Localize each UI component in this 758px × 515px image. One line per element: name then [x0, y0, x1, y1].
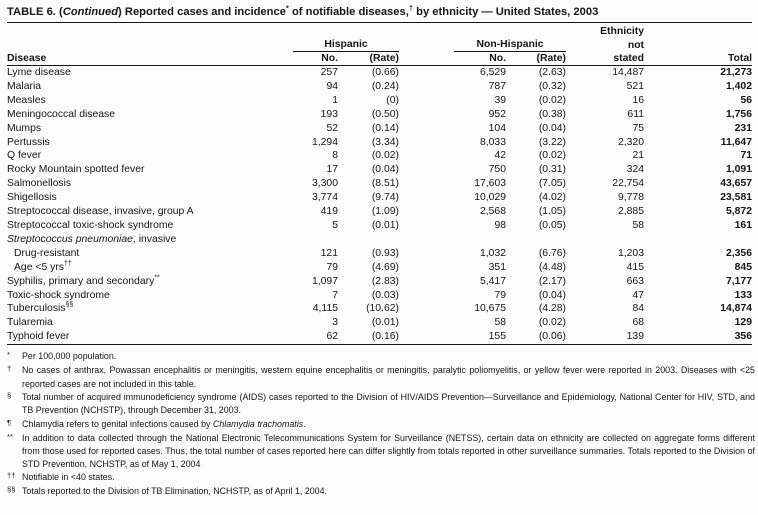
- value-cell: [399, 233, 506, 247]
- value-cell: 1,097: [311, 275, 338, 287]
- footnote-text: In addition to data collected through the National Electronic Telecommunications System for Surveillance (NETSS), certain data on ethnicity are collected on aggregate forms different from those used for reported cases. Thus, the total number of cases reported here can differ slightly from totals reported in other surveillance summaries. Totals reported to the Division of STD Prevention, NCHSTP, as of May 1, 2004: [22, 432, 755, 469]
- disease-name: Drug-resistant: [14, 247, 80, 259]
- value-cell: 79: [326, 261, 338, 273]
- table-row: [7, 149, 752, 163]
- total-value: 129: [734, 317, 752, 329]
- disease-name: Rocky Mountain spotted fever: [7, 164, 145, 176]
- total-value: 21,273: [720, 67, 752, 78]
- disease-name: Typhoid fever: [7, 330, 293, 344]
- value-cell: (1.05): [538, 206, 566, 218]
- footnotes-section: [7, 350, 755, 498]
- total-value: [644, 233, 752, 247]
- value-cell: 3,300: [311, 178, 338, 190]
- total-value: 11,647: [720, 136, 752, 148]
- table-row: [7, 136, 752, 150]
- value-cell: 2,568: [479, 206, 506, 218]
- value-cell: (0.03): [371, 289, 399, 301]
- table-row: [7, 302, 752, 316]
- footnote-text: Totals reported to the Division of TB Elimination, NCHSTP, as of April 1, 2004.: [22, 486, 328, 497]
- disease-name: Measles: [7, 94, 46, 106]
- table-row: [7, 191, 752, 205]
- disease-name: Pertussis: [7, 136, 50, 148]
- table-row: [7, 205, 752, 219]
- total-value: 56: [740, 94, 752, 106]
- value-cell: 58: [632, 219, 644, 231]
- disease-name: Mumps: [7, 122, 42, 134]
- value-cell: [293, 233, 338, 247]
- value-cell: (3.22): [538, 136, 566, 148]
- table-row: [7, 108, 752, 122]
- total-value: 161: [734, 219, 752, 231]
- table-row: [7, 330, 752, 344]
- value-cell: (0.24): [371, 80, 399, 92]
- value-cell: (2.17): [538, 275, 566, 287]
- value-cell: (4.28): [538, 303, 566, 315]
- value-cell: 58: [494, 317, 506, 329]
- total-value: 14,874: [720, 303, 752, 315]
- value-cell: 98: [494, 219, 506, 231]
- value-cell: 1,203: [617, 247, 644, 259]
- total-value: 71: [740, 150, 752, 162]
- value-cell: (0.01): [371, 219, 399, 231]
- title-footnote-marker-asterisk: *: [285, 3, 289, 13]
- footnote-text: Chlamydia refers to genital infections caused by: [22, 418, 213, 429]
- value-cell: (0.04): [538, 289, 566, 301]
- column-header-hispanic-rate: (Rate): [338, 52, 399, 66]
- total-value: 1,091: [725, 164, 752, 176]
- footnote: [7, 485, 755, 498]
- header-spacer: [293, 25, 399, 38]
- value-cell: 5: [332, 219, 338, 231]
- value-cell: (4.48): [538, 261, 566, 273]
- title-text: TABLE 6. (: [7, 6, 63, 18]
- header-row-1: [7, 25, 752, 38]
- title-text: by ethnicity — United States, 2003: [413, 6, 599, 18]
- column-group-hispanic-label: Hispanic: [293, 38, 399, 52]
- table-row: [7, 233, 752, 247]
- value-cell: 17,603: [474, 178, 506, 190]
- table-title: [7, 5, 752, 23]
- table-row: [7, 94, 752, 108]
- footnote-text: Chlamydia trachomatis: [212, 418, 304, 429]
- disease-name: Meningococcal disease: [7, 108, 116, 120]
- footnote-symbol: *: [7, 350, 10, 360]
- value-cell: 2,885: [617, 206, 644, 218]
- table-row: [7, 163, 752, 177]
- value-cell: (4.02): [538, 192, 566, 204]
- value-cell: 121: [320, 247, 338, 259]
- value-cell: 611: [627, 108, 644, 120]
- disease-name: Streptococcal toxic-shock syndrome: [7, 219, 174, 231]
- footnote: [7, 432, 755, 470]
- table-row: [7, 261, 752, 275]
- value-cell: 193: [320, 108, 338, 120]
- table-row: [7, 275, 752, 289]
- value-cell: (0.14): [371, 122, 399, 134]
- footnote-text: Notifiable in <40 states.: [22, 471, 115, 482]
- value-cell: 415: [626, 261, 644, 273]
- value-cell: 94: [326, 80, 338, 92]
- value-cell: 39: [494, 94, 506, 106]
- value-cell: (2.83): [371, 275, 399, 287]
- total-value: 356: [644, 330, 752, 344]
- table-row: [7, 316, 752, 330]
- value-cell: 3,774: [311, 192, 338, 204]
- title-footnote-marker-dagger: †: [408, 3, 414, 13]
- column-header-ethnicity-line1: Ethnicity: [600, 26, 644, 37]
- total-value: 1,756: [725, 108, 752, 120]
- column-header-non-hispanic-no: No.: [399, 52, 506, 66]
- value-cell: 952: [488, 108, 506, 120]
- value-cell: 47: [632, 289, 644, 301]
- value-cell: 521: [626, 80, 644, 92]
- value-cell: 14,487: [612, 67, 644, 78]
- footnote-symbol: **: [7, 431, 13, 441]
- notifiable-diseases-table: [7, 25, 752, 345]
- value-cell: (0.02): [538, 317, 566, 329]
- title-text: of notifiable diseases,: [288, 6, 409, 18]
- value-cell: (4.69): [371, 261, 399, 273]
- value-cell: 17: [326, 164, 338, 176]
- column-header-ethnicity-line3: stated: [566, 52, 644, 66]
- value-cell: 6,529: [479, 67, 506, 78]
- disease-name: Streptococcus pneumoniae, invasive: [7, 233, 177, 245]
- total-value: 23,581: [720, 192, 752, 204]
- footnote: [7, 418, 755, 431]
- footnote-text: .: [303, 418, 306, 429]
- footnote: [7, 391, 755, 417]
- title-continued: Continued: [62, 6, 119, 18]
- value-cell: 68: [632, 317, 644, 329]
- disease-name: Tuberculosis§§: [7, 301, 74, 315]
- value-cell: 155: [399, 330, 506, 344]
- value-cell: 75: [632, 122, 644, 134]
- value-cell: 663: [626, 275, 644, 287]
- value-cell: 52: [326, 122, 338, 134]
- total-value: 231: [734, 122, 752, 134]
- table-row: [7, 247, 752, 261]
- value-cell: 1,032: [479, 247, 506, 259]
- value-cell: (0.01): [371, 317, 399, 329]
- footnote: [7, 471, 755, 484]
- value-cell: (0.02): [371, 150, 399, 162]
- table-row: [7, 219, 752, 233]
- value-cell: [506, 233, 566, 247]
- value-cell: 750: [488, 164, 506, 176]
- value-cell: 257: [320, 67, 338, 78]
- column-header-disease: Disease: [7, 25, 293, 66]
- value-cell: (0.66): [371, 67, 399, 78]
- value-cell: 419: [320, 206, 338, 218]
- value-cell: 351: [488, 261, 506, 273]
- value-cell: 9,778: [617, 192, 644, 204]
- report-table-page: [7, 3, 755, 498]
- disease-name: Q fever: [7, 150, 42, 162]
- value-cell: 7: [332, 289, 338, 301]
- value-cell: 42: [494, 150, 506, 162]
- total-value: 43,657: [720, 178, 752, 190]
- value-cell: 22,754: [612, 178, 644, 190]
- value-cell: (0.06): [506, 330, 566, 344]
- total-value: 845: [734, 261, 752, 273]
- value-cell: 324: [626, 164, 644, 176]
- value-cell: (0.05): [538, 219, 566, 231]
- total-value: 133: [734, 289, 752, 301]
- disease-name: Malaria: [7, 80, 42, 92]
- value-cell: 79: [494, 289, 506, 301]
- value-cell: 84: [632, 303, 644, 315]
- column-header-hispanic-no: No.: [293, 52, 338, 66]
- header-spacer: [399, 25, 566, 38]
- value-cell: 8: [332, 150, 338, 162]
- disease-name: Syphilis, primary and secondary**: [7, 274, 160, 287]
- table-row: [7, 80, 752, 94]
- footnote: [7, 350, 755, 363]
- value-cell: 21: [632, 150, 644, 162]
- value-cell: (0.02): [538, 150, 566, 162]
- value-cell: (0.31): [538, 164, 566, 176]
- table-row: [7, 177, 752, 191]
- footnote: [7, 364, 755, 390]
- value-cell: 139: [566, 330, 644, 344]
- total-value: 1,402: [725, 80, 752, 92]
- footnote-text: No cases of anthrax, Powassan encephalitis or meningitis, western equine encephalitis or meningitis, paralytic poliomyelitis, or yellow fever were reported in 2003. Diseases with <25 reported cases are not included in this table.: [22, 365, 755, 389]
- value-cell: [338, 233, 399, 247]
- column-header-total: Total: [644, 25, 752, 66]
- table-row: [7, 289, 752, 303]
- disease-name: Toxic-shock syndrome: [7, 289, 110, 301]
- disease-name: Tularemia: [7, 317, 53, 329]
- value-cell: (9.74): [371, 192, 399, 204]
- value-cell: (7.05): [538, 178, 566, 190]
- value-cell: (6.76): [538, 247, 566, 259]
- value-cell: 104: [488, 122, 506, 134]
- value-cell: 8,033: [479, 136, 506, 148]
- value-cell: 2,320: [617, 136, 644, 148]
- value-cell: 5,417: [479, 275, 506, 287]
- value-cell: 10,675: [474, 303, 506, 315]
- footnote-symbol: §: [7, 391, 12, 401]
- value-cell: (0.04): [538, 122, 566, 134]
- value-cell: (0.32): [538, 80, 566, 92]
- value-cell: [566, 233, 644, 247]
- value-cell: (0.02): [538, 94, 566, 106]
- column-group-non-hispanic: [399, 38, 566, 52]
- value-cell: (1.09): [371, 206, 399, 218]
- value-cell: (0.04): [371, 164, 399, 176]
- footnote-text: Total number of acquired immunodeficiency syndrome (AIDS) cases reported to the Division of HIV/AIDS Prevention—Surveillance and Epidemiology, National Center for HIV, STD, and TB Prevention (NCHSTP), through December 31, 2003.: [22, 392, 755, 416]
- value-cell: (0.93): [371, 247, 399, 259]
- disease-name: Streptococcal disease, invasive, group A: [7, 206, 194, 218]
- table-row: [7, 66, 752, 80]
- column-header-ethnicity-line2: not: [627, 40, 644, 51]
- value-cell: (0): [386, 94, 399, 106]
- value-cell: 4,115: [312, 303, 338, 315]
- total-value: 5,872: [725, 206, 752, 218]
- value-cell: 10,029: [474, 192, 506, 204]
- value-cell: 1,294: [311, 136, 338, 148]
- title-text: ) Reported cases and incidence: [118, 6, 286, 18]
- disease-name: Lyme disease: [7, 67, 71, 78]
- value-cell: (0.38): [538, 108, 566, 120]
- footnote-symbol: †: [7, 364, 12, 374]
- value-cell: (8.51): [371, 178, 399, 190]
- footnote-symbol: ††: [7, 470, 16, 480]
- value-cell: 1: [332, 94, 338, 106]
- column-group-non-hispanic-label: Non-Hispanic: [454, 38, 566, 52]
- value-cell: 62: [293, 330, 338, 344]
- value-cell: 16: [632, 94, 644, 106]
- value-cell: 3: [332, 317, 338, 329]
- total-value: 7,177: [725, 275, 752, 287]
- table-row: [7, 122, 752, 136]
- value-cell: (3.34): [371, 136, 399, 148]
- footnote-symbol: ¶: [7, 417, 12, 427]
- value-cell: (0.16): [338, 330, 399, 344]
- value-cell: (2.63): [538, 67, 566, 78]
- disease-name: Age <5 yrs††: [14, 260, 72, 273]
- disease-name: Salmonellosis: [7, 178, 72, 190]
- disease-name: Shigellosis: [7, 192, 57, 204]
- value-cell: 787: [488, 80, 506, 92]
- total-value: 2,356: [725, 247, 752, 259]
- column-group-hispanic: [293, 38, 399, 52]
- value-cell: (0.50): [371, 108, 399, 120]
- footnote-symbol: §§: [7, 485, 16, 495]
- value-cell: (10.62): [366, 303, 399, 315]
- footnote-text: Per 100,000 population.: [22, 351, 117, 362]
- column-header-non-hispanic-rate: (Rate): [506, 52, 566, 66]
